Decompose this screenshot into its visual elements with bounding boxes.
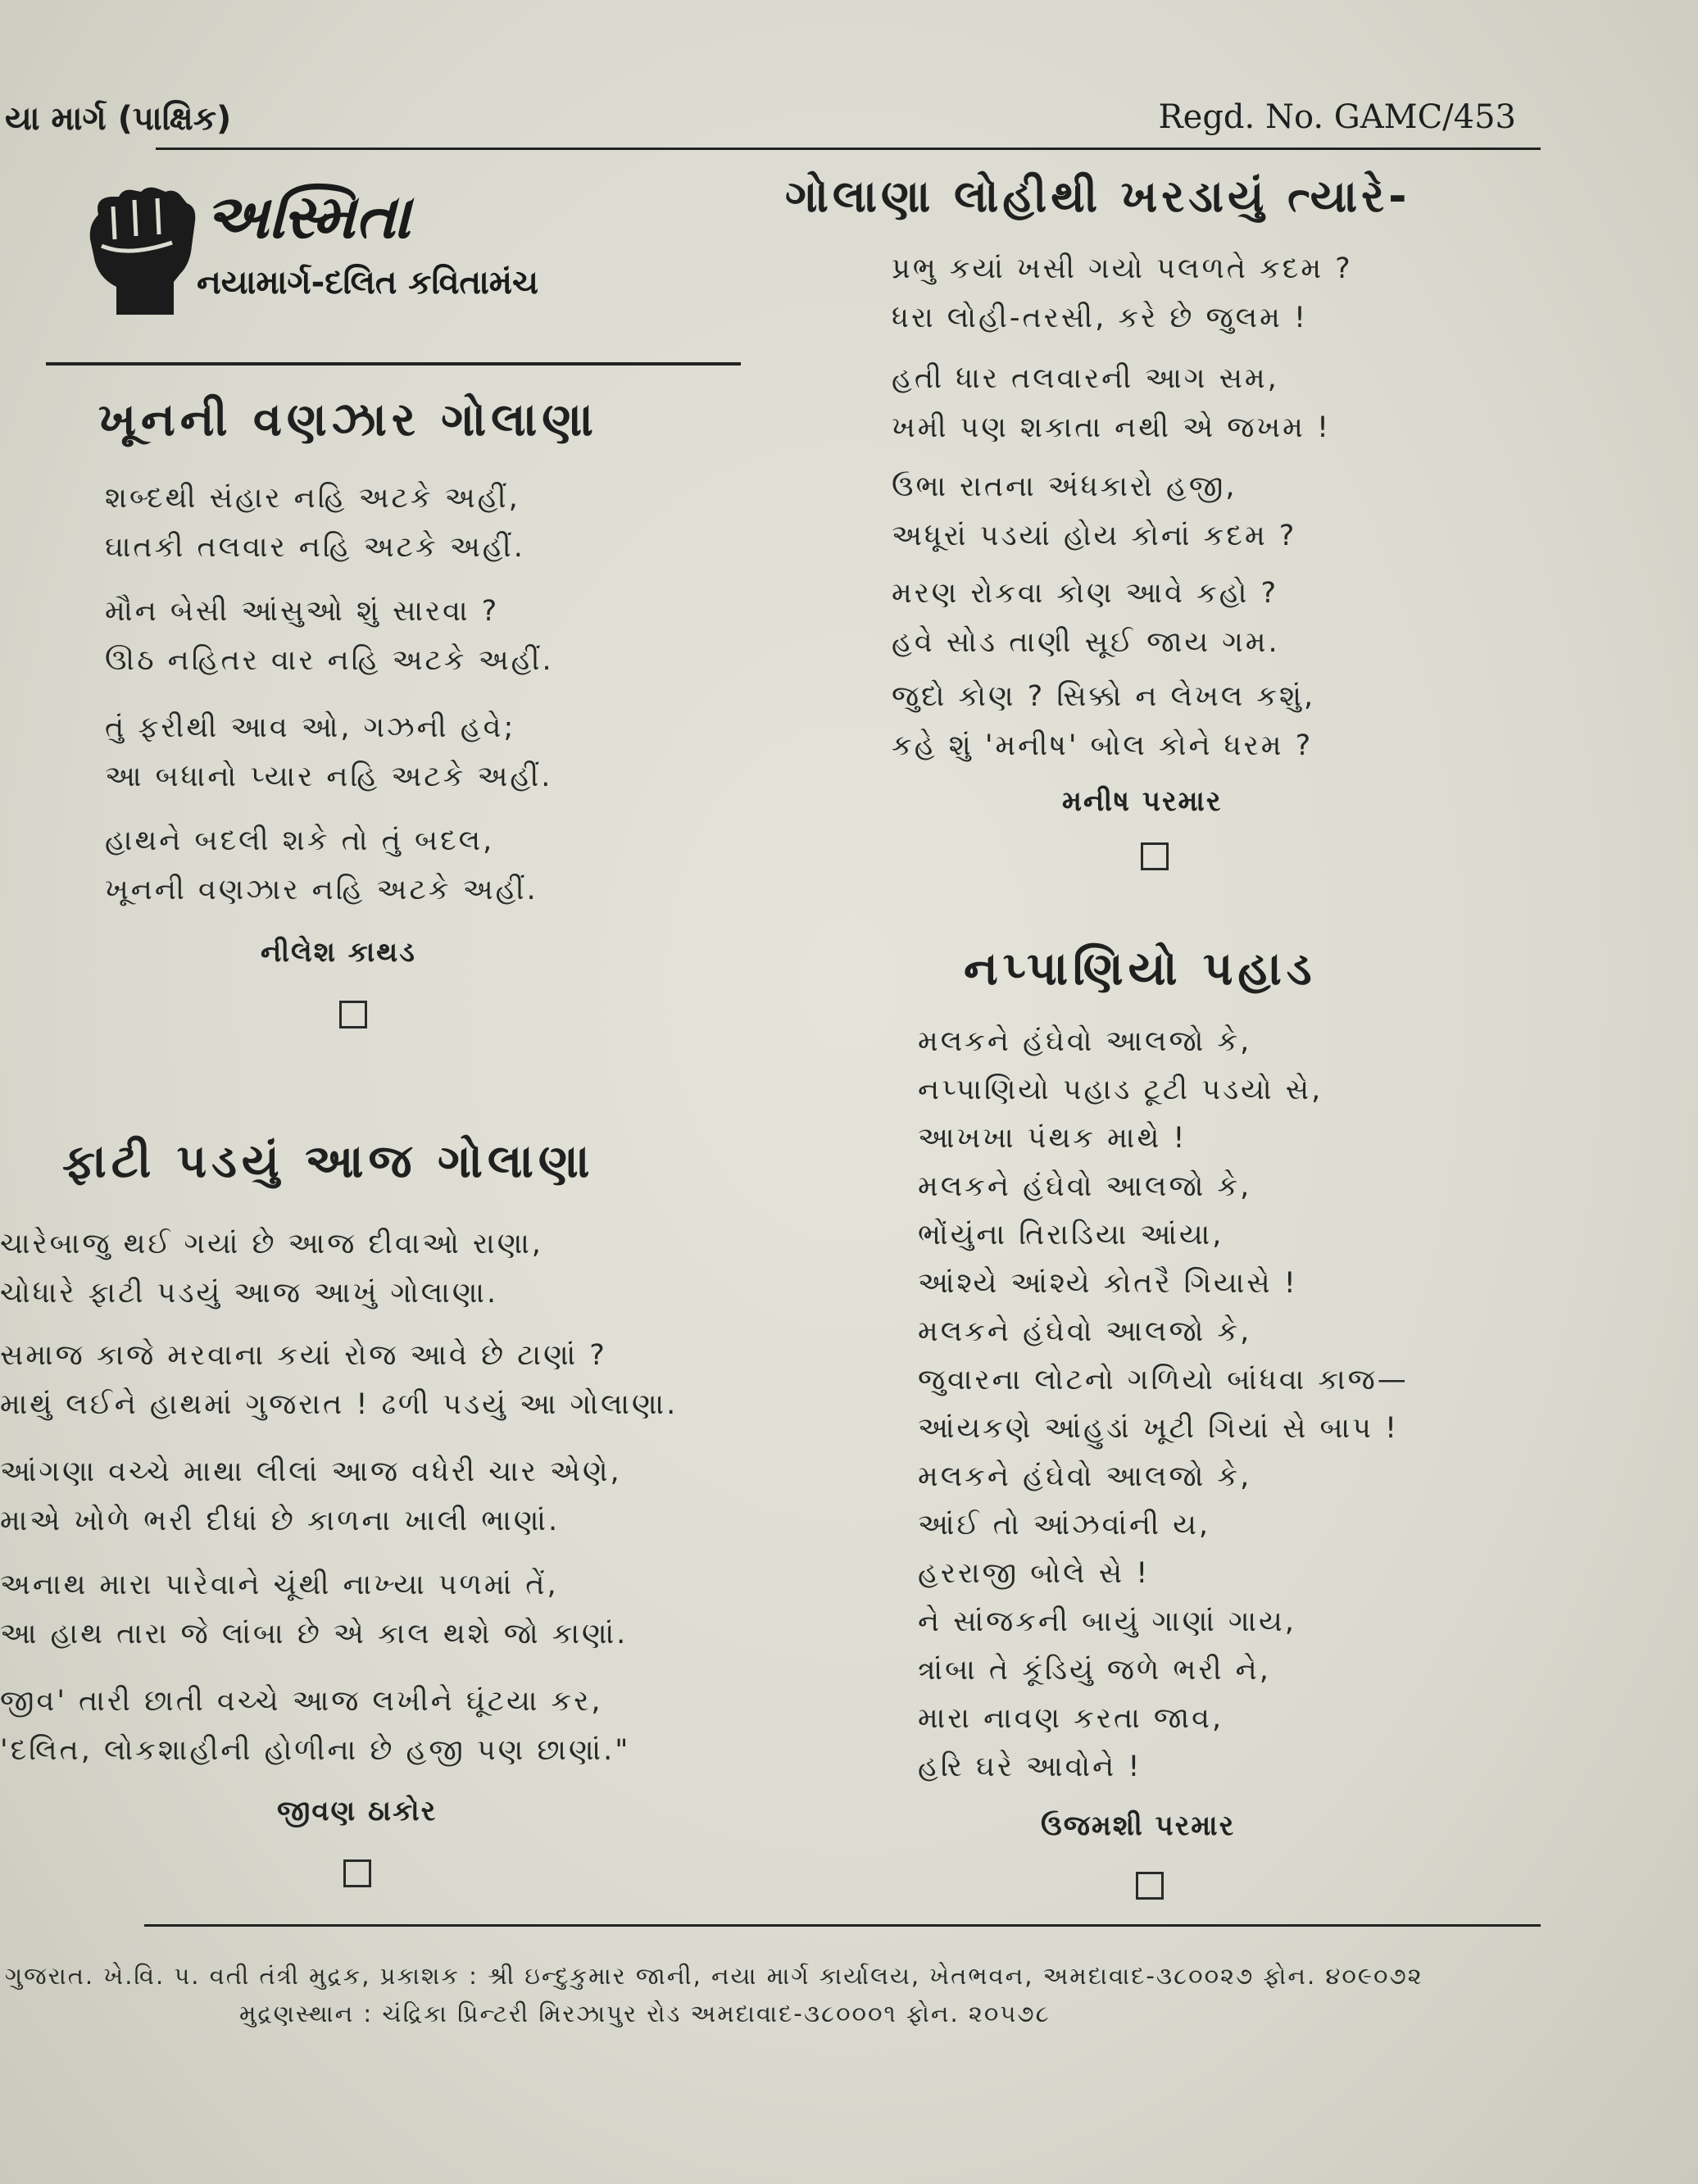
poem-line: ચારેબાજુ થઈ ગયાં છે આજ દીવાઓ રાણા, xyxy=(0,1228,543,1260)
poem-line: હરિ ઘરે આવોને ! xyxy=(918,1750,1142,1783)
stanza xyxy=(918,1018,1409,1791)
stanza xyxy=(0,1560,628,1659)
poem-line: આંગણા વચ્ચે માથા લીલાં આજ વધેરી ચાર એણે, xyxy=(0,1455,622,1488)
poem-line: અધૂરાં પડયાં હોય કોનાં કદમ ? xyxy=(892,520,1297,552)
poem-line: માથું લઈને હાથમાં ગુજરાત ! ઢળી પડયું આ ગોલાણા. xyxy=(0,1388,679,1421)
poem-line: આંશ્યે આંશ્યે કોતરૈ ગિયાસે ! xyxy=(918,1267,1298,1300)
stanza xyxy=(892,244,1353,343)
stanza xyxy=(892,672,1315,770)
stanza xyxy=(105,816,538,915)
stanza xyxy=(105,474,525,572)
poem-line: નપ્પાણિયો પહાડ ટૂટી પડયો સે, xyxy=(918,1074,1323,1106)
poem-line: આખખા પંથક માથે ! xyxy=(918,1122,1187,1155)
stanza xyxy=(0,1677,630,1775)
poem-line: હાથને બદલી શકે તો તું બદલ, xyxy=(105,824,495,857)
poem-line: ધરા લોહી-તરસી, કરે છે જુલમ ! xyxy=(892,302,1308,334)
poem-line: ઊઠ નહિતર વાર નહિ અટકે અહીં. xyxy=(105,644,554,677)
poem-line: જુવારના લોટનો ગળિયો બાંધવા કાજ— xyxy=(918,1364,1409,1396)
poem-line: મલકને હંઘેવો આલજો કે, xyxy=(918,1170,1252,1203)
poem-author: મનીષ પરમાર xyxy=(1062,785,1223,818)
registration-number: Regd. No. GAMC/453 xyxy=(1158,98,1516,136)
poem-line: જુદો કોણ ? સિક્કો ન લેખલ કશું, xyxy=(892,680,1316,713)
stanza xyxy=(892,462,1296,561)
stanza xyxy=(105,703,552,801)
poem-author: ઉજમશી પરમાર xyxy=(1041,1809,1236,1842)
poem-line: હરરાજી બોલે સે ! xyxy=(918,1557,1151,1590)
poem-line: કહે શું 'મનીષ' બોલ કોને ધરમ ? xyxy=(892,729,1314,762)
publisher-info: ગુજરાત. ખે.વિ. પ. વતી તંત્રી મુદ્રક, પ્રકાશક : શ્રી ઇન્દુકુમાર જાની, નયા માર્ગ કાર્યાલય, ખેતભવન, અમદાવાદ-૩૮૦૦૨૭ ફોન. ૪૦૯૦૭૨ xyxy=(5,1962,1423,1990)
asmita-logo xyxy=(82,182,623,329)
poem-line: ચોધારે ફાટી પડયું આજ આખું ગોલાણા. xyxy=(0,1277,499,1310)
stanza xyxy=(0,1331,678,1429)
poem-line: મલકને હંઘેવો આલજો કે, xyxy=(918,1315,1252,1348)
poem-line: હતી ધાર તલવારની આગ સમ, xyxy=(892,362,1279,395)
stanza xyxy=(892,569,1280,667)
poem-line: ઉભા રાતના અંધકારો હજી, xyxy=(892,470,1237,503)
poem-author: નીલેશ કાથડ xyxy=(261,936,416,969)
end-mark-box xyxy=(339,1001,367,1028)
poem-line: માએ ખોળે ભરી દીધાં છે કાળના ખાલી ભાણાં. xyxy=(0,1505,561,1537)
poem-title: ખૂનની વણઝાર ગોલાણા xyxy=(98,393,598,447)
poem-line: મારા નાવણ કરતા જાવ, xyxy=(918,1702,1224,1735)
poem-line: મલકને હંઘેવો આલજો કે, xyxy=(918,1025,1252,1058)
poem-line: ખમી પણ શકાતા નથી એ જખમ ! xyxy=(892,411,1332,444)
poem-line: સમાજ કાજે મરવાના કયાં રોજ આવે છે ટાણાં ? xyxy=(0,1339,607,1372)
end-mark-box xyxy=(343,1859,371,1887)
footer-rule xyxy=(144,1924,1541,1927)
poem-line: તું ફરીથી આવ ઓ, ગઝની હવે; xyxy=(105,711,516,744)
poem-line: ત્રાંબા તે કૂંડિયું જળે ભરી ને, xyxy=(918,1654,1271,1687)
logo-title: અસ્મિતા xyxy=(205,182,411,252)
end-mark-box xyxy=(1136,1872,1164,1900)
end-mark-box xyxy=(1141,842,1169,870)
poem-line: આ બધાનો પ્યાર નહિ અટકે અહીં. xyxy=(105,761,553,793)
poem-line: આંઈ તો આંઝવાંની ય, xyxy=(918,1509,1211,1542)
stanza xyxy=(892,354,1331,452)
poem-line: ભોંયુંના તિરાડિયા આંયા, xyxy=(918,1219,1224,1251)
printer-info: મુદ્રણસ્થાન : ચંદ્રિકા પ્રિન્ટરી મિરઝાપુર રોડ અમદાવાદ-૩૮૦૦૦૧ ફોન. ૨૦૫૭૮ xyxy=(239,2000,1051,2027)
poem-line: પ્રભુ કયાં ખસી ગયો પલળતે કદમ ? xyxy=(892,252,1353,285)
stanza xyxy=(0,1447,622,1546)
poem-line: આંયકણે આંહુડાં ખૂટી ગિયાં સે બાપ ! xyxy=(918,1412,1399,1445)
poem-line: 'દલિત, લોકશાહીની હોળીના છે હજી પણ છાણાં." xyxy=(0,1734,631,1767)
poem-line: મૌન બેસી આંસુઓ શું સારવા ? xyxy=(105,595,500,628)
stanza xyxy=(0,1219,543,1318)
poem-line: ખૂનની વણઝાર નહિ અટકે અહીં. xyxy=(105,874,538,906)
poem-line: મલકને હંઘેવો આલજો કે, xyxy=(918,1460,1252,1493)
logo-subtitle: નયામાર્ગ-દલિત કવિતામંચ xyxy=(197,264,539,302)
poem-title: ફાટી પડયું આજ ગોલાણા xyxy=(62,1135,595,1188)
poem-title: નપ્પાણિયો પહાડ xyxy=(964,942,1317,996)
logo-rule xyxy=(46,362,741,366)
poem-line: હવે સોડ તાણી સૂઈ જાય ગમ. xyxy=(892,626,1280,659)
raised-fist-icon xyxy=(82,182,205,321)
poem-line: મરણ રોકવા કોણ આવે કહો ? xyxy=(892,577,1279,610)
poem-line: અનાથ મારા પારેવાને ચૂંથી નાખ્યા પળમાં તેં, xyxy=(0,1569,559,1601)
header-rule xyxy=(156,148,1541,150)
poem-line: આ હાથ તારા જે લાંબા છે એ કાલ થશે જો કાણાં. xyxy=(0,1618,629,1650)
poem-author: જીવણ ઠાકોર xyxy=(277,1795,438,1828)
poem-title: ગોલાણા લોહીથી ખરડાયું ત્યારે- xyxy=(785,170,1411,222)
magazine-name: યા માર્ગ (પાક્ષિક) xyxy=(5,100,232,138)
poem-line: જીવ' તારી છાતી વચ્ચે આજ લખીને ઘૂંટયા કર, xyxy=(0,1685,603,1718)
stanza xyxy=(105,587,554,685)
poem-line: શબ્દથી સંહાર નહિ અટકે અહીં, xyxy=(105,482,520,515)
poem-line: ઘાતકી તલવાર નહિ અટકે અહીં. xyxy=(105,531,525,564)
poem-line: ને સાંજકની બાયું ગાણાં ગાય, xyxy=(918,1605,1296,1638)
